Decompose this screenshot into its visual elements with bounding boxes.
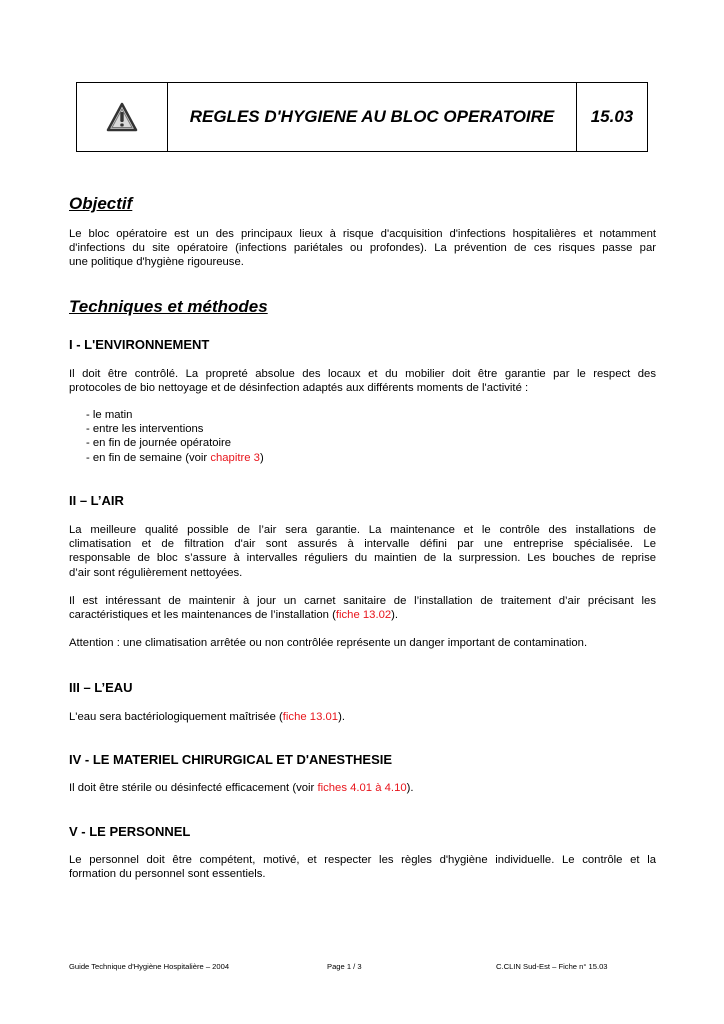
header-box	[76, 82, 648, 152]
air-heading: II – L’AIR	[69, 493, 124, 508]
document-number: 15.03	[576, 83, 647, 151]
eau-text: L'eau sera bactériologiquement maîtrisée (	[69, 711, 283, 723]
air-paragraph-3	[69, 636, 656, 650]
objectif-line-2: d'infections du site opératoire (infections pariétales ou profondes). La prévention de ces risques passe par	[69, 242, 656, 255]
air-p2-line-1: Il est intéressant de maintenir à jour un carnet sanitaire de l’installation de traitement d’air précisant les	[69, 595, 656, 607]
techniques-heading: Techniques et méthodes	[69, 297, 268, 316]
objectif-heading: Objectif	[69, 194, 133, 213]
air-line-1: La meilleure qualité possible de l’air sera garantie. La maintenance et le contrôle des installations de	[69, 524, 656, 536]
list-item: - en fin de journée opératoire	[86, 437, 232, 450]
document-title: REGLES D'HYGIENE AU BLOC OPERATOIRE	[189, 107, 555, 126]
air-line-2: climatisation et de filtration d'air sont assurés à intervalle défini par une entreprise spécialisée. Le	[69, 538, 656, 551]
air-line-3: responsable de bloc s’assure à intervalles réguliers du maintien de la surpression. Les bouches de reprise	[69, 552, 656, 565]
personnel-paragraph	[69, 853, 656, 881]
materiel-line	[69, 781, 656, 795]
air-paragraph-2	[69, 594, 656, 622]
chapitre-3-link[interactable]: chapitre 3	[210, 451, 260, 464]
fiche-13-01-link[interactable]: fiche 13.01	[282, 711, 339, 723]
materiel-suffix: ).	[406, 782, 414, 794]
list-item: - entre les interventions	[86, 423, 204, 436]
environnement-list	[86, 408, 264, 465]
objectif-paragraph	[69, 227, 656, 270]
personnel-heading: V - LE PERSONNEL	[69, 824, 191, 839]
list-item-text: - en fin de semaine (voir	[86, 451, 211, 464]
eau-heading: III – L’EAU	[69, 680, 133, 695]
eau-line	[69, 710, 656, 724]
footer-page-number: Page 1 / 3	[327, 962, 362, 971]
personnel-line-2: formation du personnel sont essentiels.	[69, 868, 266, 881]
air-p3-line: Attention : une climatisation arrêtée ou non contrôlée représente un danger important de contamination.	[69, 637, 588, 649]
fiches-4-01-4-10-link[interactable]: fiches 4.01 à 4.10	[317, 782, 407, 794]
air-p2-line-2	[69, 608, 656, 622]
air-p2-text: caractéristiques et les maintenances de l’installation (	[69, 609, 336, 622]
materiel-paragraph	[69, 781, 656, 795]
fiche-13-02-link[interactable]: fiche 13.02	[335, 609, 392, 622]
footer-left: Guide Technique d'Hygiène Hospitalière – 2004	[69, 962, 230, 971]
environnement-paragraph	[69, 367, 656, 395]
list-item	[86, 451, 264, 465]
list-item-suffix: )	[259, 451, 264, 464]
header-icon-cell	[77, 83, 168, 151]
materiel-heading: IV - LE MATERIEL CHIRURGICAL ET D'ANESTHESIE	[69, 752, 393, 767]
air-line-4: d’air sont régulièrement nettoyées.	[69, 566, 243, 579]
footer-right: C.CLIN Sud-Est – Fiche n° 15.03	[496, 962, 608, 971]
environnement-line-2: protocoles de bio nettoyage et de désinfection adaptés aux différents moments de l'activité :	[69, 382, 529, 395]
objectif-line-3: une politique d'hygiène rigoureuse.	[69, 256, 244, 269]
air-paragraph-1	[69, 523, 656, 580]
personnel-line-1: Le personnel doit être compétent, motivé, et respecter les règles d'hygiène individuelle. Le contrôle et la	[69, 854, 656, 866]
environnement-heading: I - L'ENVIRONNEMENT	[69, 337, 210, 352]
environnement-line-1: Il doit être contrôlé. La propreté absolue des locaux et du mobilier doit être garantie par le respect des	[69, 368, 656, 380]
eau-suffix: ).	[338, 711, 345, 723]
air-p2-suffix: ).	[391, 609, 399, 622]
objectif-line-1: Le bloc opératoire est un des principaux lieux à risque d'acquisition d'infections hospitalières et notamment	[69, 228, 656, 240]
eau-paragraph	[69, 710, 656, 724]
materiel-text: Il doit être stérile ou désinfecté efficacement (voir	[69, 782, 318, 794]
list-item: - le matin	[86, 409, 133, 421]
warning-triangle-icon	[106, 102, 138, 132]
